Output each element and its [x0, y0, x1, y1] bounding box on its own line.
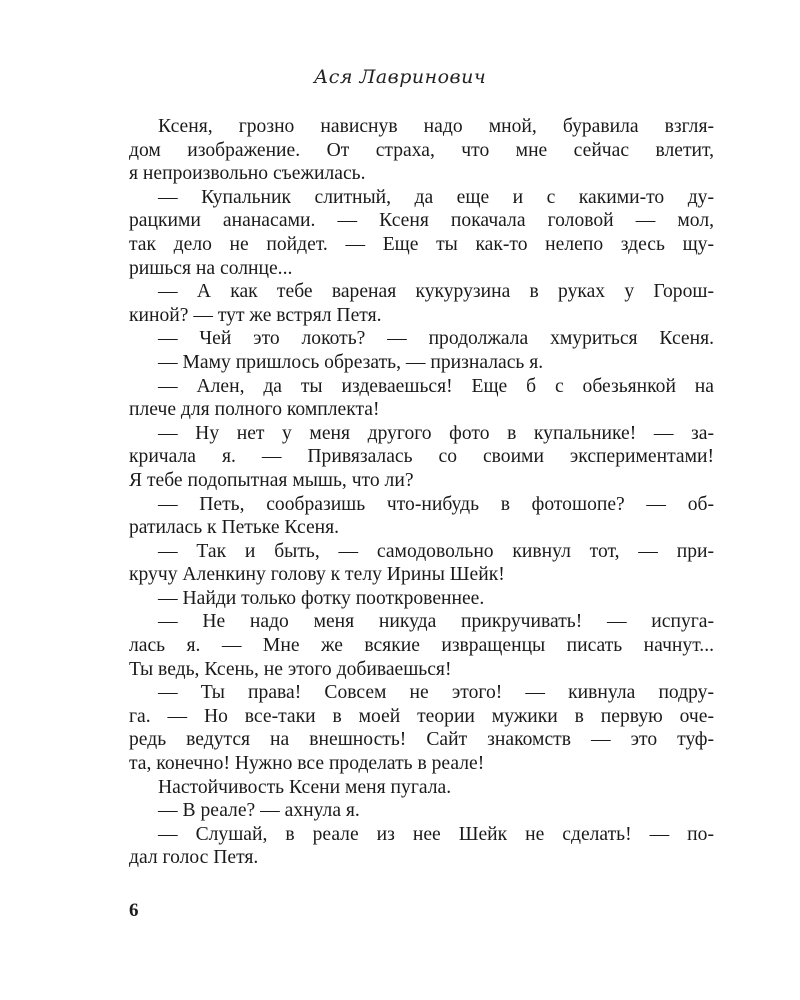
- text-line: — Ты права! Совсем не этого! — кивнула подру-: [158, 682, 714, 704]
- text-line: — Не надо меня никуда прикручивать! — испуга-: [158, 611, 714, 633]
- text-line: я непроизвольно съежилась.: [129, 163, 366, 185]
- text-line: — Так и быть, — самодовольно кивнул тот, — при-: [158, 540, 714, 562]
- text-line: ратилась к Петьке Ксеня.: [129, 517, 340, 539]
- page-number: 6: [129, 900, 139, 921]
- text-line: — Ален, да ты издеваешься! Еще б с обезьянкой на: [158, 375, 714, 397]
- text-line: — Маму пришлось обрезать, — призналась я.: [158, 351, 544, 373]
- text-line: ришься на солнце...: [129, 257, 293, 279]
- text-line: — В реале? — ахнула я.: [158, 800, 360, 822]
- text-line: Настойчивость Ксени меня пугала.: [158, 776, 452, 798]
- text-line: лась я. — Мне же всякие извращенцы писать начнут...: [129, 635, 714, 657]
- text-line: кричала я. — Привязалась со своими экспериментами!: [129, 446, 714, 468]
- text-line: та, конечно! Нужно все проделать в реале!: [129, 753, 485, 775]
- running-header: Ася Лавринович: [313, 66, 487, 88]
- text-line: — Слушай, в реале из нее Шейк не сделать! — по-: [158, 823, 714, 845]
- text-line: Я тебе подопытная мышь, что ли?: [129, 469, 414, 491]
- text-line: редь ведутся на внешность! Сайт знакомств — это туф-: [129, 729, 714, 751]
- text-line: Ксеня, грозно нависнув надо мной, буравила взгля-: [158, 116, 714, 137]
- body-text: [129, 115, 714, 870]
- text-line: га. — Но все-таки в моей теории мужики в первую оче-: [129, 705, 714, 727]
- text-line: так дело не пойдет. — Еще ты как-то нелепо здесь щу-: [129, 233, 714, 255]
- text-line: — Петь, сообразишь что-нибудь в фотошопе? — об-: [158, 493, 714, 515]
- text-line: кручу Аленкину голову к телу Ирины Шейк!: [129, 564, 505, 586]
- text-line: дом изображение. От страха, что мне сейчас влетит,: [129, 139, 714, 161]
- text-line: плече для полного комплекта!: [129, 399, 380, 421]
- text-line: — А как тебе вареная кукурузина в руках у Горош-: [158, 281, 714, 303]
- text-line: — Ну нет у меня другого фото в купальнике! — за-: [158, 422, 714, 444]
- text-line: рацкими ананасами. — Ксеня покачала головой — мол,: [129, 210, 714, 232]
- text-line: — Чей это локоть? — продолжала хмуриться Ксеня.: [158, 328, 714, 350]
- text-line: — Найди только фотку пооткровеннее.: [158, 587, 485, 609]
- text-line: киной? — тут же встрял Петя.: [129, 304, 382, 326]
- text-line: дал голос Петя.: [129, 847, 259, 869]
- text-line: Ты ведь, Ксень, не этого добиваешься!: [129, 658, 452, 680]
- text-line: — Купальник слитный, да еще и с какими-то ду-: [158, 186, 714, 208]
